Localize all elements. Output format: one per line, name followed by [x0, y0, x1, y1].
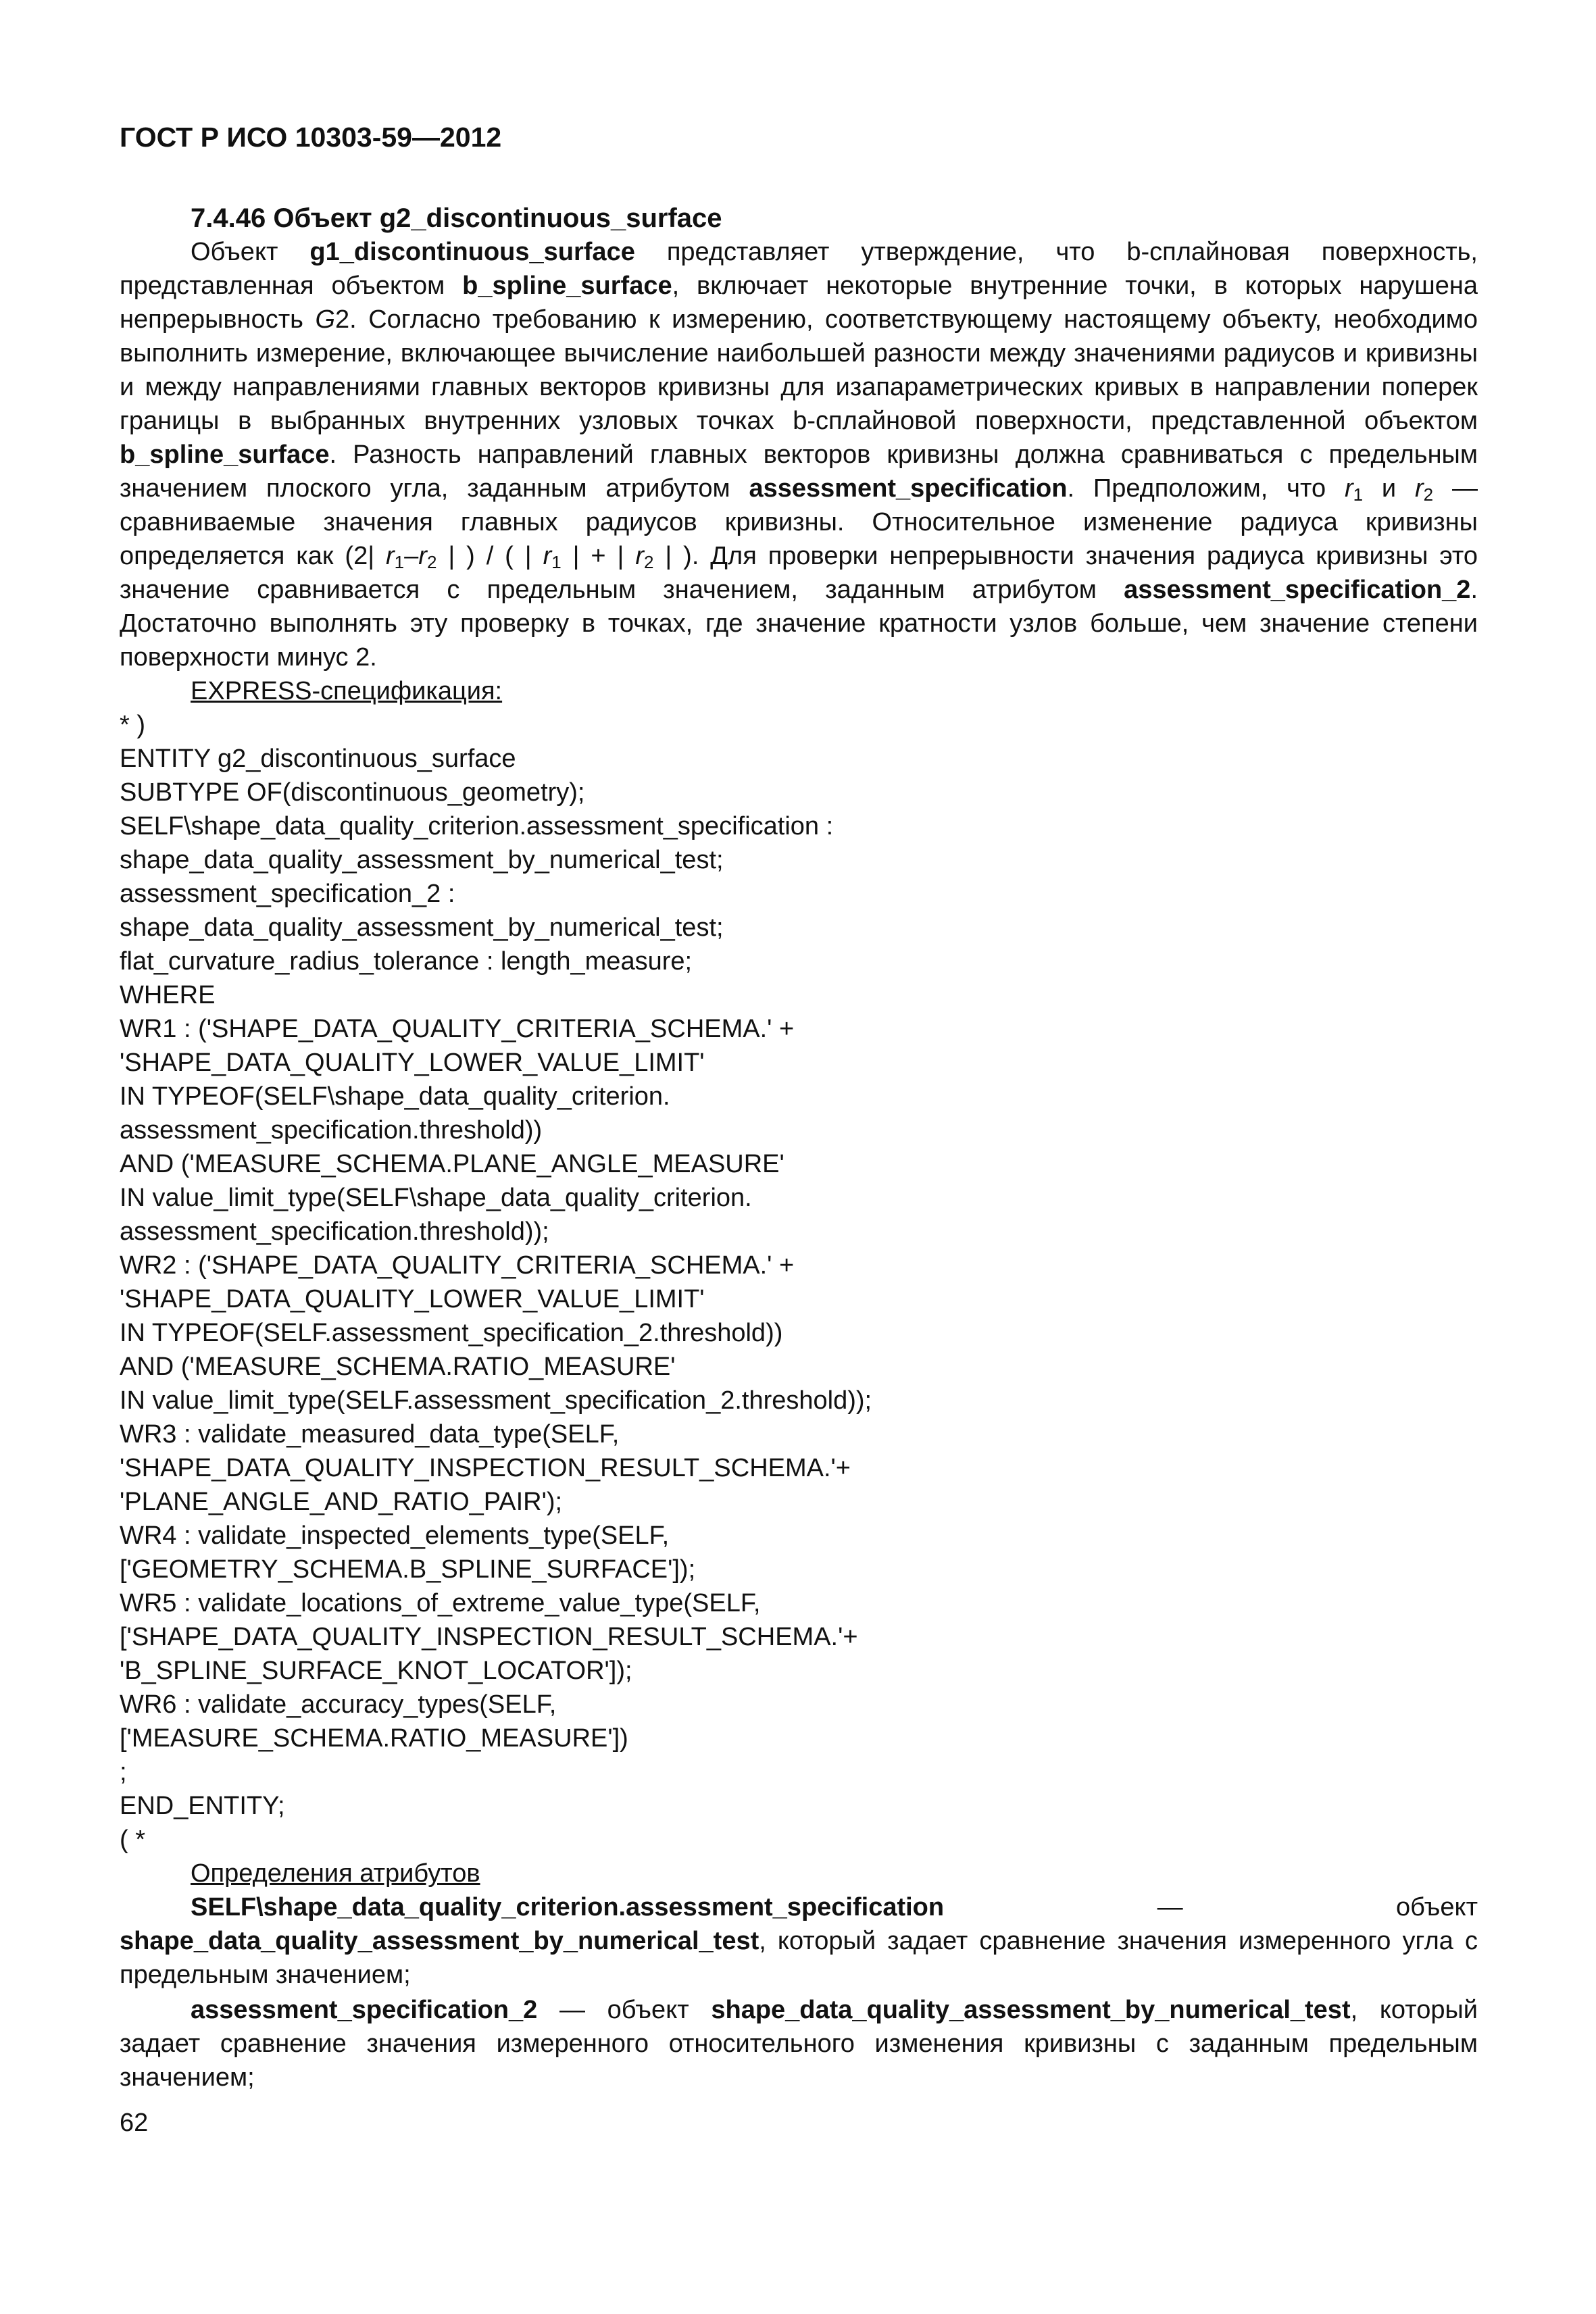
code-line: assessment_specification.threshold)): [120, 1116, 543, 1145]
code-line: shape_data_quality_assessment_by_numerical_test;: [120, 913, 724, 942]
code-line: IN TYPEOF(SELF\shape_data_quality_criterion.: [120, 1082, 670, 1111]
attribute-definition: SELF\shape_data_quality_criterion.assessment_specification — объект shape_data_quality_assessment_by_numerical_test, который задает сравнение значения измеренного угла с предельным значением;: [120, 1893, 1478, 1989]
code-line: ;: [120, 1758, 127, 1786]
code-line: END_ENTITY;: [120, 1792, 285, 1820]
attribute-name-2: assessment_specification_2: [1124, 576, 1471, 604]
code-line: WR3 : validate_measured_data_type(SELF,: [120, 1420, 620, 1449]
code-line: ['GEOMETRY_SCHEMA.B_SPLINE_SURFACE']);: [120, 1555, 696, 1584]
code-line: AND ('MEASURE_SCHEMA.PLANE_ANGLE_MEASURE': [120, 1150, 784, 1178]
express-label: EXPRESS-спецификация:: [191, 677, 503, 705]
code-line: IN value_limit_type(SELF.assessment_specification_2.threshold));: [120, 1386, 872, 1415]
code-line: 'SHAPE_DATA_QUALITY_INSPECTION_RESULT_SCHEMA.'+: [120, 1454, 851, 1482]
attributes-label: Определения атрибутов: [191, 1859, 480, 1888]
page-number: 62: [120, 2109, 149, 2137]
code-line: SELF\shape_data_quality_criterion.assessment_specification :: [120, 812, 834, 840]
code-line: WR1 : ('SHAPE_DATA_QUALITY_CRITERIA_SCHEMA.' +: [120, 1015, 795, 1043]
document-body: [120, 201, 1478, 2094]
code-line: 'SHAPE_DATA_QUALITY_LOWER_VALUE_LIMIT': [120, 1285, 705, 1313]
code-line: ['MEASURE_SCHEMA.RATIO_MEASURE']): [120, 1724, 628, 1753]
code-line: IN value_limit_type(SELF\shape_data_quality_criterion.: [120, 1184, 752, 1212]
code-line: 'PLANE_ANGLE_AND_RATIO_PAIR');: [120, 1488, 563, 1516]
code-line: WR4 : validate_inspected_elements_type(SELF,: [120, 1521, 670, 1550]
entity-name-bspline: b_spline_surface: [462, 272, 672, 300]
attribute-name: assessment_specification: [749, 474, 1068, 503]
code-line: assessment_specification.threshold));: [120, 1217, 549, 1246]
document-header: ГОСТ Р ИСО 10303-59—2012: [120, 122, 502, 153]
express-code-block: [120, 708, 1478, 1857]
code-line: AND ('MEASURE_SCHEMA.RATIO_MEASURE': [120, 1353, 676, 1381]
code-line: WR2 : ('SHAPE_DATA_QUALITY_CRITERIA_SCHEMA.' +: [120, 1251, 795, 1280]
code-line: shape_data_quality_assessment_by_numerical_test;: [120, 846, 724, 874]
code-line: SUBTYPE OF(discontinuous_geometry);: [120, 778, 585, 807]
entity-name-g1: g1_discontinuous_surface: [309, 238, 635, 266]
code-line: ['SHAPE_DATA_QUALITY_INSPECTION_RESULT_SCHEMA.'+: [120, 1623, 858, 1651]
code-line: 'B_SPLINE_SURFACE_KNOT_LOCATOR']);: [120, 1657, 632, 1685]
code-line: 'SHAPE_DATA_QUALITY_LOWER_VALUE_LIMIT': [120, 1049, 705, 1077]
code-line: ( *: [120, 1826, 145, 1854]
code-line: WR6 : validate_accuracy_types(SELF,: [120, 1690, 557, 1719]
entity-name-bspline: b_spline_surface: [120, 441, 330, 469]
code-line: WHERE: [120, 981, 216, 1009]
attribute-definition: assessment_specification_2 — объект shape_data_quality_assessment_by_numerical_test, который задает сравнение значения измеренного относительного изменения кривизны с заданным предельным значением;: [120, 1996, 1478, 2092]
code-line: * ): [120, 711, 145, 739]
code-line: assessment_specification_2 :: [120, 880, 455, 908]
section-heading: 7.4.46 Объект g2_discontinuous_surface: [191, 203, 722, 233]
code-line: ENTITY g2_discontinuous_surface: [120, 745, 516, 773]
intro-paragraph: Объект g1_discontinuous_surface представляет утверждение, что b-сплайновая поверхность, представленная объектом b_spline_surface, включает некоторые внутренние точки, в которых нарушена непрерывность G2. Согласно требованию к измерению, соответствующему настоящему объекту, необходимо выполнить измерение, включающее вычисление наибольшей разности между значениями радиусов и кривизны и между направлениями главных векторов кривизны для изапараметрических кривых в направлении поперек границы в выбранных внутренних узловых точках b-сплайновой поверхности, представленной объектом b_spline_surface. Разность направлений главных векторов кривизны должна сравниваться с предельным значением плоского угла, заданным атрибутом assessment_specification. Предположим, что $r_1$ и $r_2$ — сравниваемые значения главных радиусов кривизны. Относительное изменение радиуса кривизны определяется как (2| $r_1-r_2$ | ) / ( | $r_1$ | + | $r_2$ | ). Для проверки непрерывности значения радиуса кривизны это значение сравнивается с предельным значением, заданным атрибутом assessment_specification_2. Достаточно выполнять эту проверку в точках, где значение кратности узлов больше, чем значение степени поверхности минус 2.: [120, 238, 1478, 672]
code-line: flat_curvature_radius_tolerance : length_measure;: [120, 947, 693, 976]
code-line: IN TYPEOF(SELF.assessment_specification_2.threshold)): [120, 1319, 783, 1347]
code-line: WR5 : validate_locations_of_extreme_value_type(SELF,: [120, 1589, 761, 1617]
